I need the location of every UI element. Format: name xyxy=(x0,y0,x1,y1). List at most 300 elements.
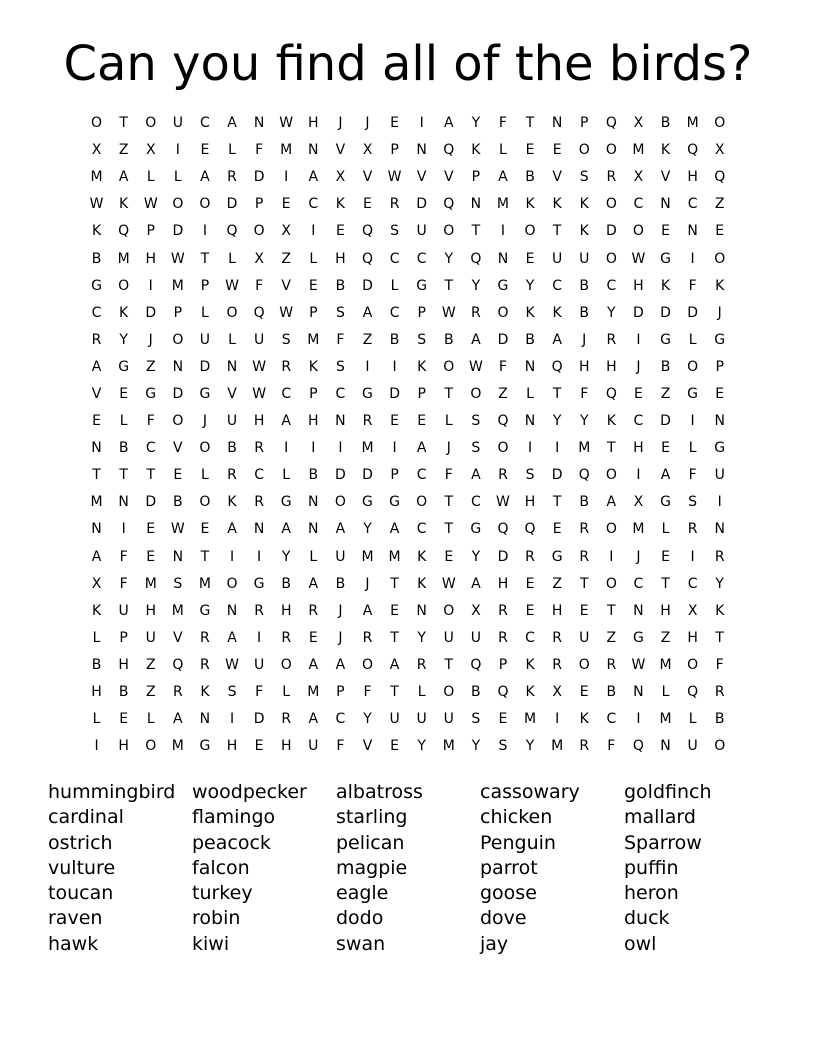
grid-letter: K xyxy=(525,656,535,673)
grid-letter: O xyxy=(118,277,130,294)
grid-letter: Q xyxy=(172,656,184,673)
grid-letter: L xyxy=(499,142,507,159)
grid-letter: B xyxy=(335,277,346,294)
grid-letter: L xyxy=(92,629,101,646)
grid-letter: N xyxy=(416,602,427,619)
grid-letter: Z xyxy=(145,656,156,673)
word-bank-item: flamingo xyxy=(192,806,276,829)
grid-letter: E xyxy=(281,196,291,213)
grid-letter: W xyxy=(89,196,104,213)
grid-letter: N xyxy=(308,494,319,511)
grid-letter: U xyxy=(253,656,265,673)
grid-letter: C xyxy=(335,385,346,402)
grid-letter: S xyxy=(173,575,183,592)
grid-letter: V xyxy=(660,169,671,186)
grid-row xyxy=(83,273,738,300)
grid-letter: H xyxy=(633,440,644,457)
grid-row xyxy=(83,327,738,354)
word-bank-item: Penguin xyxy=(480,831,556,854)
grid-letter: A xyxy=(308,169,319,186)
grid-letter: Q xyxy=(361,223,373,240)
grid-letter: A xyxy=(416,440,427,457)
grid-letter: D xyxy=(253,169,265,186)
grid-letter: N xyxy=(660,738,671,755)
grid-letter: E xyxy=(200,142,210,159)
grid-letter: Y xyxy=(471,115,481,132)
grid-letter: H xyxy=(633,277,644,294)
grid-letter: K xyxy=(525,304,535,321)
grid-letter: L xyxy=(417,684,426,701)
grid-letter: B xyxy=(173,494,183,511)
grid-letter: M xyxy=(171,277,184,294)
grid-letter: O xyxy=(443,684,455,701)
grid-letter: P xyxy=(390,467,399,484)
grid-letter: L xyxy=(282,684,291,701)
grid-letter: F xyxy=(580,385,589,402)
grid-letter: T xyxy=(390,629,399,646)
grid-letter: E xyxy=(444,548,454,565)
grid-letter: Y xyxy=(119,331,128,348)
grid-letter: A xyxy=(91,358,102,375)
grid-letter: M xyxy=(307,684,320,701)
grid-letter: W xyxy=(631,250,646,267)
grid-letter: U xyxy=(226,413,238,430)
grid-letter: T xyxy=(552,223,562,240)
grid-letter: O xyxy=(145,115,157,132)
grid-letter: K xyxy=(525,684,535,701)
grid-letter: T xyxy=(552,494,562,511)
grid-letter: L xyxy=(309,548,318,565)
grid-letter: L xyxy=(661,684,670,701)
grid-letter: E xyxy=(525,250,535,267)
grid-letter: Y xyxy=(525,277,535,294)
grid-letter: V xyxy=(281,277,291,294)
grid-letter: T xyxy=(200,250,210,267)
grid-row xyxy=(83,598,738,625)
grid-letter: C xyxy=(254,467,264,484)
grid-letter: R xyxy=(498,629,508,646)
grid-letter: N xyxy=(91,521,102,538)
grid-letter: L xyxy=(228,250,236,267)
grid-letter: O xyxy=(605,142,617,159)
grid-letter: M xyxy=(90,169,103,186)
grid-letter: R xyxy=(470,304,481,321)
grid-letter: E xyxy=(715,223,725,240)
grid-row xyxy=(83,489,738,516)
grid-letter: A xyxy=(335,656,346,673)
grid-letter: D xyxy=(660,304,671,321)
grid-letter: N xyxy=(660,196,671,213)
grid-letter: L xyxy=(661,521,670,538)
grid-letter: S xyxy=(335,358,345,375)
grid-letter: G xyxy=(660,331,671,348)
grid-letter: U xyxy=(443,629,454,646)
grid-letter: M xyxy=(578,440,591,457)
grid-letter: K xyxy=(308,358,318,375)
word-bank-item: vulture xyxy=(48,856,116,879)
grid-letter: V xyxy=(552,169,562,186)
grid-letter: N xyxy=(470,196,482,213)
grid-letter: A xyxy=(362,602,373,619)
grid-letter: I xyxy=(690,548,695,565)
grid-letter: L xyxy=(688,331,697,348)
grid-letter: I xyxy=(148,277,153,294)
grid-letter: T xyxy=(444,656,454,673)
grid-letter: R xyxy=(552,629,562,646)
grid-letter: L xyxy=(309,250,318,267)
grid-letter: J xyxy=(148,331,153,348)
grid-letter: F xyxy=(119,575,128,592)
grid-letter: W xyxy=(279,115,294,132)
grid-letter: O xyxy=(714,115,726,132)
grid-letter: A xyxy=(91,548,102,565)
grid-letter: W xyxy=(631,656,646,673)
grid-letter: I xyxy=(527,440,533,457)
grid-letter: D xyxy=(633,304,644,321)
grid-letter: B xyxy=(579,494,590,511)
grid-letter: G xyxy=(199,738,211,755)
grid-letter: T xyxy=(444,277,454,294)
grid-letter: J xyxy=(338,602,343,619)
grid-letter: N xyxy=(714,521,725,538)
grid-letter: N xyxy=(416,142,427,159)
word-bank-item: dove xyxy=(480,907,527,930)
grid-letter: K xyxy=(335,196,345,213)
word-bank-item: toucan xyxy=(48,882,114,905)
grid-letter: N xyxy=(226,358,238,375)
grid-letter: B xyxy=(471,684,481,701)
grid-letter: P xyxy=(200,277,210,294)
grid-letter: O xyxy=(199,494,211,511)
grid-letter: M xyxy=(280,142,293,159)
word-bank-item: jay xyxy=(480,932,509,955)
grid-letter: G xyxy=(470,521,482,538)
grid-letter: K xyxy=(227,494,237,511)
grid-letter: B xyxy=(579,304,590,321)
grid-letter: S xyxy=(417,331,427,348)
grid-letter: L xyxy=(282,467,291,484)
grid-letter: T xyxy=(607,440,616,457)
grid-letter: X xyxy=(145,142,156,159)
grid-letter: X xyxy=(687,602,698,619)
grid-letter: U xyxy=(687,738,698,755)
grid-letter: R xyxy=(687,521,698,538)
grid-row xyxy=(83,164,738,191)
grid-letter: I xyxy=(636,711,641,728)
grid-letter: S xyxy=(335,304,345,321)
grid-letter: T xyxy=(471,223,481,240)
grid-letter: Y xyxy=(363,711,372,728)
grid-letter: B xyxy=(118,440,129,457)
grid-letter: J xyxy=(582,331,587,348)
grid-letter: Q xyxy=(497,521,509,538)
word-bank-item: turkey xyxy=(192,882,253,905)
grid-letter: V xyxy=(227,385,237,402)
grid-letter: G xyxy=(714,440,726,457)
grid-letter: S xyxy=(498,738,508,755)
grid-letter: R xyxy=(200,656,210,673)
grid-letter: F xyxy=(688,277,697,294)
grid-letter: K xyxy=(417,548,427,565)
grid-letter: R xyxy=(362,629,373,646)
grid-letter: I xyxy=(690,413,695,430)
grid-letter: K xyxy=(715,277,725,294)
word-bank-item: parrot xyxy=(480,856,538,879)
grid-letter: P xyxy=(309,304,318,321)
grid-letter: G xyxy=(416,277,428,294)
grid-letter: P xyxy=(471,169,481,186)
grid-letter: O xyxy=(714,250,726,267)
grid-letter: Z xyxy=(498,385,508,402)
grid-letter: N xyxy=(199,711,211,728)
word-bank-item: mallard xyxy=(624,806,696,829)
grid-row xyxy=(83,571,738,598)
grid-letter: Q xyxy=(551,358,563,375)
grid-letter: M xyxy=(171,602,184,619)
grid-letter: O xyxy=(605,467,617,484)
grid-letter: F xyxy=(498,115,507,132)
grid-letter: E xyxy=(146,548,156,565)
grid-letter: I xyxy=(338,440,343,457)
grid-letter: T xyxy=(715,629,724,646)
grid-letter: Q xyxy=(497,413,509,430)
grid-letter: C xyxy=(606,711,617,728)
grid-letter: H xyxy=(118,738,129,755)
grid-letter: D xyxy=(199,358,211,375)
grid-letter: A xyxy=(362,304,373,321)
grid-letter: I xyxy=(392,440,397,457)
grid-letter: V xyxy=(416,169,427,186)
grid-letter: R xyxy=(579,548,590,565)
grid-letter: D xyxy=(172,223,184,240)
grid-letter: H xyxy=(145,602,156,619)
grid-letter: E xyxy=(661,548,670,565)
grid-letter: A xyxy=(227,629,237,646)
grid-letter: X xyxy=(633,494,644,511)
grid-letter: N xyxy=(497,250,509,267)
grid-letter: R xyxy=(606,331,617,348)
word-bank-item: falcon xyxy=(192,856,250,879)
grid-letter: I xyxy=(311,223,316,240)
grid-letter: W xyxy=(441,304,456,321)
grid-letter: Z xyxy=(281,250,291,267)
grid-letter: N xyxy=(524,358,536,375)
grid-letter: M xyxy=(632,142,645,159)
grid-letter: M xyxy=(659,711,672,728)
grid-letter: P xyxy=(417,304,426,321)
grid-letter: P xyxy=(580,115,589,132)
grid-letter: I xyxy=(690,250,695,267)
grid-letter: U xyxy=(118,602,129,619)
grid-letter: D xyxy=(687,304,698,321)
grid-letter: G xyxy=(714,331,726,348)
grid-letter: S xyxy=(688,494,698,511)
grid-letter: U xyxy=(416,223,427,240)
grid-letter: N xyxy=(687,223,698,240)
grid-letter: K xyxy=(91,602,102,619)
grid-letter: A xyxy=(335,521,346,538)
grid-letter: H xyxy=(280,602,292,619)
grid-letter: Z xyxy=(552,575,562,592)
page-title: Can you find all of the birds? xyxy=(63,36,753,92)
grid-letter: X xyxy=(552,684,562,701)
grid-letter: T xyxy=(200,548,210,565)
grid-letter: W xyxy=(143,196,158,213)
grid-letter: K xyxy=(471,142,481,159)
grid-letter: Y xyxy=(417,629,426,646)
grid-letter: G xyxy=(91,277,102,294)
grid-letter: O xyxy=(470,385,482,402)
grid-letter: Y xyxy=(607,304,616,321)
grid-letter: E xyxy=(200,521,210,538)
grid-letter: A xyxy=(227,115,237,132)
grid-letter: D xyxy=(497,548,509,565)
grid-letter: T xyxy=(607,602,616,619)
grid-letter: U xyxy=(416,711,427,728)
grid-letter: Q xyxy=(253,304,265,321)
grid-letter: L xyxy=(92,711,101,728)
grid-letter: L xyxy=(201,304,209,321)
grid-letter: E xyxy=(525,575,535,592)
grid-letter: E xyxy=(390,602,399,619)
grid-row xyxy=(83,300,738,327)
grid-letter: C xyxy=(145,440,156,457)
grid-letter: Z xyxy=(145,358,156,375)
grid-letter: F xyxy=(607,738,616,755)
grid-letter: W xyxy=(441,575,456,592)
grid-letter: A xyxy=(308,656,319,673)
grid-letter: S xyxy=(390,223,400,240)
grid-letter: E xyxy=(661,223,670,240)
grid-letter: R xyxy=(416,656,427,673)
grid-row xyxy=(83,354,738,381)
grid-letter: M xyxy=(686,115,699,132)
grid-letter: X xyxy=(633,115,644,132)
grid-letter: F xyxy=(498,358,507,375)
grid-letter: I xyxy=(229,548,235,565)
grid-letter: K xyxy=(660,142,671,159)
grid-letter: R xyxy=(498,602,508,619)
grid-letter: V xyxy=(362,169,373,186)
grid-letter: I xyxy=(500,223,506,240)
grid-letter: R xyxy=(172,684,183,701)
grid-letter: C xyxy=(633,413,644,430)
grid-letter: G xyxy=(660,250,671,267)
grid-letter: N xyxy=(226,602,238,619)
grid-letter: A xyxy=(173,711,183,728)
grid-letter: Q xyxy=(470,656,482,673)
grid-letter: C xyxy=(687,196,698,213)
grid-letter: R xyxy=(254,602,264,619)
grid-letter: B xyxy=(335,575,346,592)
grid-letter: C xyxy=(633,575,644,592)
word-bank-item: hummingbird xyxy=(48,781,176,803)
grid-letter: A xyxy=(471,575,481,592)
grid-letter: E xyxy=(335,223,345,240)
grid-letter: S xyxy=(281,331,291,348)
grid-letter: Q xyxy=(578,467,590,484)
grid-letter: K xyxy=(200,684,210,701)
grid-letter: B xyxy=(91,656,102,673)
grid-letter: E xyxy=(579,684,589,701)
word-bank-item: pelican xyxy=(336,831,405,854)
grid-letter: A xyxy=(389,656,400,673)
grid-letter: U xyxy=(389,711,400,728)
grid-letter: M xyxy=(171,738,184,755)
grid-letter: P xyxy=(417,385,426,402)
grid-letter: I xyxy=(94,738,99,755)
grid-letter: D xyxy=(335,467,346,484)
grid-letter: D xyxy=(362,467,373,484)
grid-letter: V xyxy=(443,169,454,186)
grid-letter: W xyxy=(279,304,294,321)
grid-letter: E xyxy=(633,385,643,402)
grid-letter: G xyxy=(118,358,130,375)
word-bank-item: woodpecker xyxy=(192,781,307,803)
grid-letter: T xyxy=(525,115,535,132)
grid-letter: O xyxy=(172,196,184,213)
grid-letter: G xyxy=(632,629,644,646)
grid-letter: V xyxy=(335,142,346,159)
word-bank-item: peacock xyxy=(192,831,271,854)
grid-letter: O xyxy=(361,656,373,673)
grid-letter: A xyxy=(118,169,129,186)
grid-letter: T xyxy=(119,467,128,484)
grid-letter: N xyxy=(633,684,644,701)
grid-letter: M xyxy=(90,494,103,511)
grid-row xyxy=(83,679,738,706)
grid-letter: A xyxy=(443,115,454,132)
grid-letter: A xyxy=(308,711,319,728)
grid-letter: T xyxy=(390,684,399,701)
grid-letter: H xyxy=(118,656,129,673)
grid-letter: R xyxy=(254,440,264,457)
grid-letter: E xyxy=(552,521,562,538)
grid-letter: R xyxy=(308,602,319,619)
grid-letter: X xyxy=(714,142,725,159)
grid-letter: W xyxy=(170,521,185,538)
grid-letter: C xyxy=(416,467,427,484)
grid-letter: O xyxy=(605,575,617,592)
word-bank-item: cassowary xyxy=(480,781,580,803)
grid-letter: J xyxy=(365,575,370,592)
grid-row xyxy=(83,733,738,760)
grid-letter: E xyxy=(661,440,670,457)
grid-letter: T xyxy=(390,575,399,592)
grid-letter: F xyxy=(255,277,264,294)
grid-letter: B xyxy=(606,684,617,701)
grid-letter: U xyxy=(308,738,319,755)
grid-letter: U xyxy=(199,331,211,348)
grid-letter: X xyxy=(362,142,373,159)
grid-letter: U xyxy=(714,467,725,484)
grid-letter: R xyxy=(552,656,562,673)
grid-letter: K xyxy=(417,358,427,375)
grid-letter: N xyxy=(253,521,265,538)
grid-letter: X xyxy=(254,250,264,267)
grid-letter: B xyxy=(525,331,535,348)
grid-letter: N xyxy=(551,115,563,132)
grid-letter: K xyxy=(119,304,129,321)
grid-letter: Y xyxy=(552,413,562,430)
grid-letter: J xyxy=(365,115,370,132)
grid-letter: H xyxy=(687,629,698,646)
grid-letter: P xyxy=(309,385,318,402)
grid-letter: S xyxy=(227,684,237,701)
grid-letter: Z xyxy=(118,142,129,159)
grid-letter: K xyxy=(579,223,589,240)
grid-row xyxy=(83,652,738,679)
